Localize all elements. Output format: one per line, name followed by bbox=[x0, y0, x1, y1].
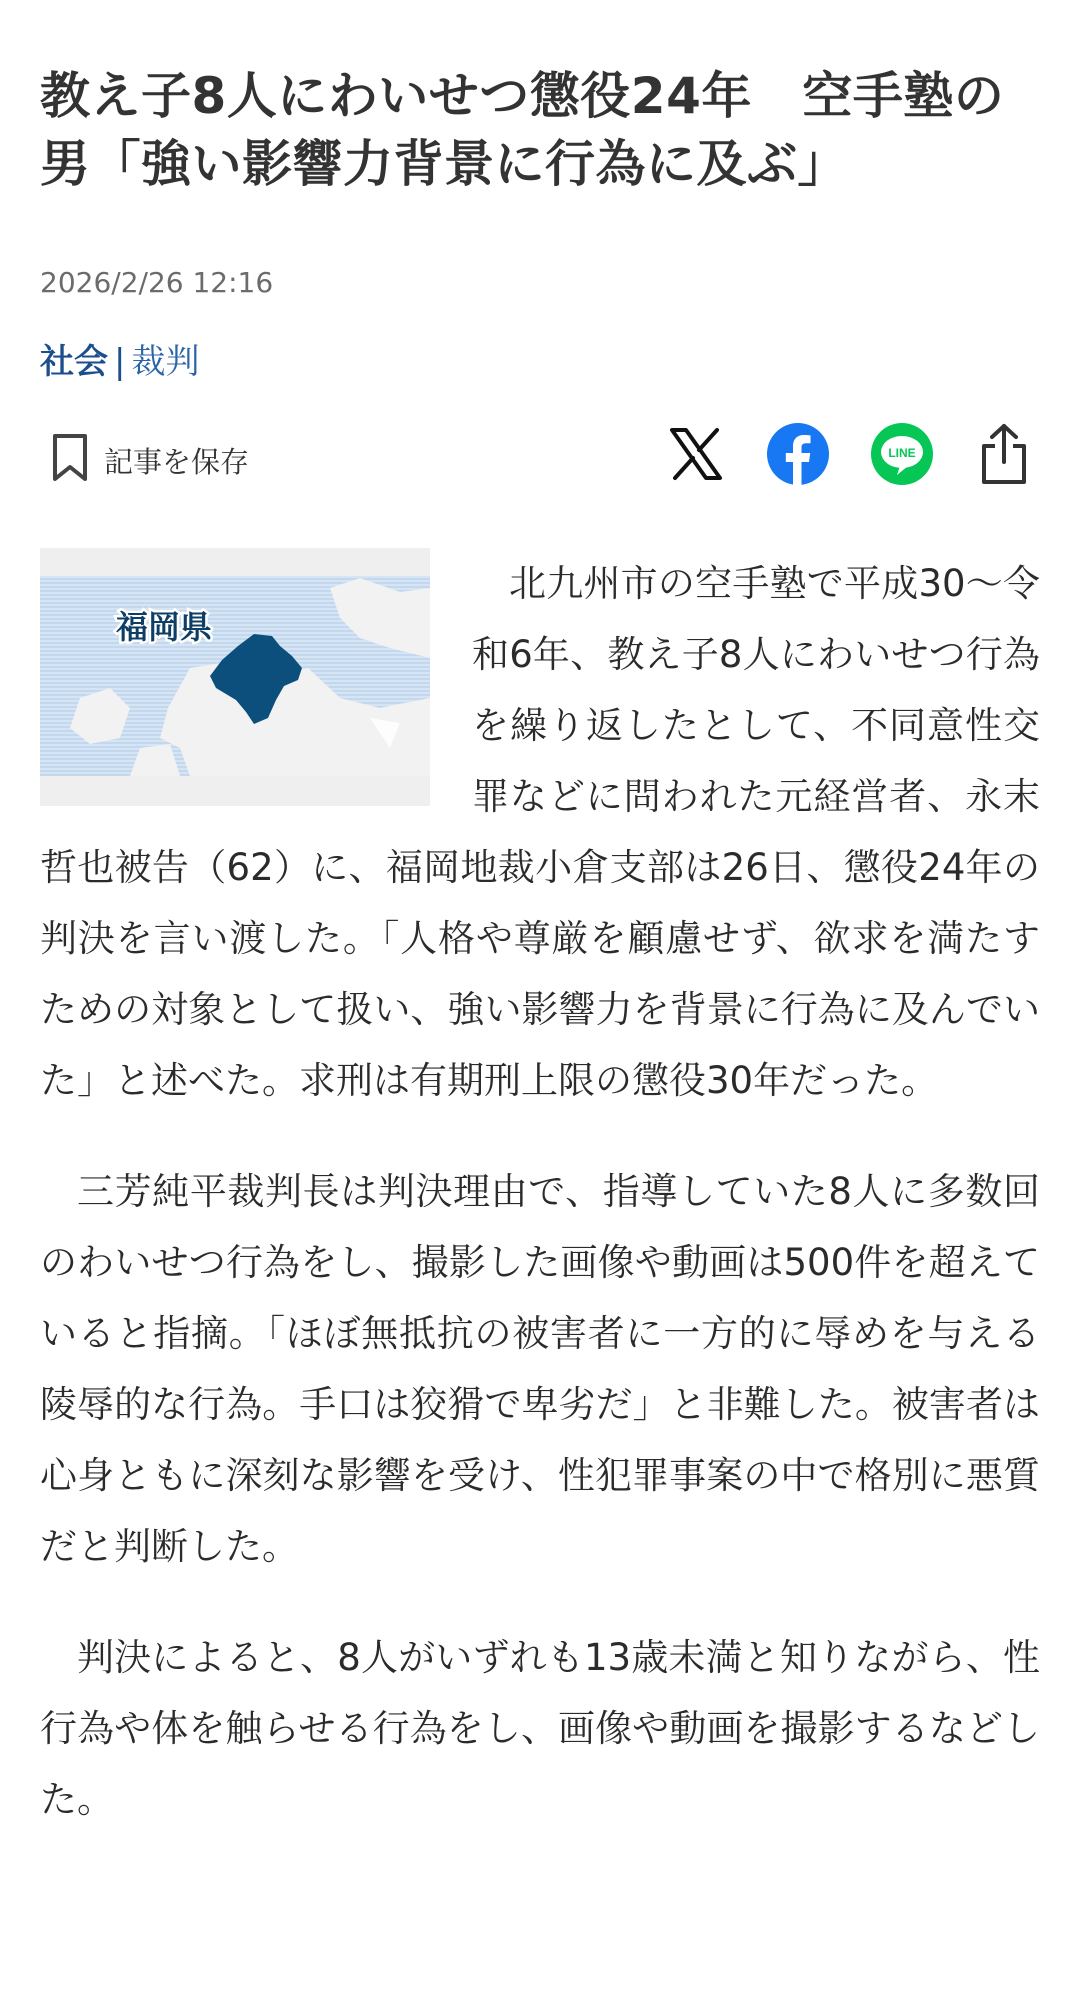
category-link-society[interactable]: 社会 bbox=[40, 342, 108, 382]
article-toolbar bbox=[40, 420, 1040, 500]
article-body bbox=[40, 548, 1040, 1875]
svg-text:LINE: LINE bbox=[888, 446, 916, 460]
facebook-icon bbox=[766, 422, 830, 490]
article-paragraph-3: 判決によると、8人がいずれも13歳未満と知りながら、性行為や体を触らせる行為をし、画像や動画を撮影するなどした。 bbox=[40, 1636, 1040, 1821]
category-separator: | bbox=[114, 342, 126, 382]
category-breadcrumb bbox=[40, 334, 199, 383]
article-paragraph-1: 北九州市の空手塾で平成30～令和6年、教え子8人にわいせつ行為を繰り返したとして、不同意性交罪などに問われた元経営者、永末哲也被告（62）に、福岡地裁小倉支部は26日、懲役24年の判決を言い渡した。「人格や尊厳を顧慮せず、欲求を満たすための対象として扱い、強い影響力を背景に行為に及んでいた」と述べた。求刑は有期刑上限の懲役30年だった。 bbox=[40, 562, 1040, 1102]
share-line-button[interactable] bbox=[866, 420, 938, 492]
share-icon bbox=[978, 422, 1030, 490]
prefecture-map-image[interactable] bbox=[40, 548, 430, 806]
headline-line-1: 教え子8人にわいせつ懲役24年 空手塾の bbox=[40, 67, 1005, 125]
headline-line-2: 男「強い影響力背景に行為に及ぶ」 bbox=[40, 135, 848, 193]
map-label: 福岡県 bbox=[116, 608, 213, 646]
share-x-button[interactable] bbox=[660, 420, 732, 492]
share-facebook-button[interactable] bbox=[762, 420, 834, 492]
category-link-trial[interactable]: 裁判 bbox=[131, 342, 200, 382]
save-article-label: 記事を保存 bbox=[104, 444, 250, 479]
article-paragraph-2: 三芳純平裁判長は判決理由で、指導していた8人に多数回のわいせつ行為をし、撮影した画像や動画は500件を超えていると指摘。「ほぼ無抵抗の被害者に一方的に辱めを与える陵辱的な行為。手口は狡猾で卑劣だ」と非難した。被害者は心身ともに深刻な影響を受け、性犯罪事案の中で格別に悪質だと判断した。 bbox=[40, 1170, 1040, 1568]
article-headline bbox=[40, 62, 1040, 198]
x-icon bbox=[668, 426, 724, 486]
share-more-button[interactable] bbox=[968, 420, 1040, 492]
bookmark-icon bbox=[50, 433, 90, 487]
line-icon bbox=[870, 422, 934, 490]
publish-date: 2026/2/26 12:16 bbox=[40, 266, 274, 299]
save-article-button[interactable] bbox=[50, 430, 249, 490]
